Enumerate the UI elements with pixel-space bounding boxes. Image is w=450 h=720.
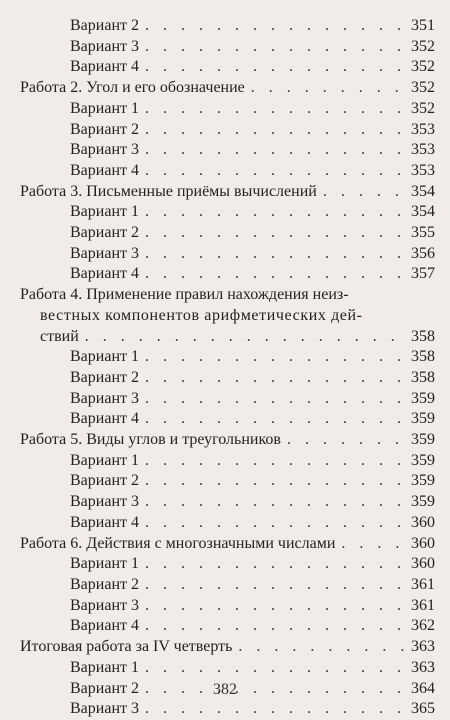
toc-page-number: 359 xyxy=(411,410,435,428)
dot-leader xyxy=(145,161,405,182)
toc-entry-title: Вариант 2 xyxy=(70,17,139,34)
toc-entry-title: Вариант 3 xyxy=(70,389,139,407)
dot-leader xyxy=(145,616,405,637)
toc-entry-variant xyxy=(0,347,450,368)
toc-entry-variant xyxy=(0,161,450,182)
toc-entry-variant xyxy=(0,554,450,575)
toc-entry-title: Вариант 2 xyxy=(70,120,139,138)
toc-entry-title-line: вестных компонентов арифметических дей- xyxy=(40,306,363,324)
toc-page-number: 359 xyxy=(411,451,435,469)
toc-entry-work xyxy=(0,285,450,347)
toc-page-number: 361 xyxy=(411,575,435,593)
toc-page-number: 360 xyxy=(411,555,435,573)
toc-entry-title: Вариант 3 xyxy=(70,37,139,55)
toc-page-number: 351 xyxy=(411,17,435,34)
toc-entry-variant xyxy=(0,264,450,285)
toc-entry-variant xyxy=(0,409,450,430)
dot-leader xyxy=(145,140,405,161)
toc-entry-title: Вариант 2 xyxy=(70,679,139,697)
dot-leader xyxy=(251,78,405,99)
dot-leader xyxy=(145,368,405,389)
toc-entry-variant xyxy=(0,492,450,513)
toc-entry-variant xyxy=(0,389,450,410)
toc-entry-title: Вариант 4 xyxy=(70,617,139,635)
dot-leader xyxy=(145,596,405,617)
dot-leader xyxy=(145,409,405,430)
toc-page-number: 352 xyxy=(411,79,435,97)
toc-entry-variant xyxy=(0,575,450,596)
toc-entry-title: Вариант 2 xyxy=(70,472,139,490)
toc-entry-title: Вариант 4 xyxy=(70,410,139,428)
toc-page-number: 352 xyxy=(411,58,435,76)
toc-page-number: 357 xyxy=(411,265,435,283)
toc-entry-title-line: ствий xyxy=(40,327,79,345)
dot-leader xyxy=(323,182,405,203)
toc-entry-title: Вариант 1 xyxy=(70,451,139,469)
toc-page-number: 354 xyxy=(411,182,435,200)
toc-page-number: 364 xyxy=(411,679,435,697)
toc-entry-title: Вариант 4 xyxy=(70,58,139,76)
toc-page-number: 363 xyxy=(411,638,435,656)
toc-entry-work xyxy=(0,637,450,658)
toc-entry-title: Вариант 2 xyxy=(70,575,139,593)
dot-leader xyxy=(145,120,405,141)
dot-leader xyxy=(145,57,405,78)
toc-entry-title: Итоговая работа за IV четверть xyxy=(20,638,233,656)
toc-entry-variant xyxy=(0,368,450,389)
toc-entry-title: Работа 6. Действия с многозначными числами xyxy=(20,534,336,552)
dot-leader xyxy=(341,534,405,555)
dot-leader xyxy=(145,699,405,720)
dot-leader xyxy=(145,513,405,534)
dot-leader xyxy=(145,389,405,410)
dot-leader xyxy=(145,347,405,368)
toc-entry-work xyxy=(0,78,450,99)
dot-leader xyxy=(85,327,405,348)
toc-entry-title: Вариант 4 xyxy=(70,265,139,283)
dot-leader xyxy=(145,16,405,37)
dot-leader xyxy=(145,575,405,596)
toc-entry-variant xyxy=(0,99,450,120)
toc-entry-work xyxy=(0,534,450,555)
toc-page-number: 352 xyxy=(411,99,435,117)
toc-entry-variant xyxy=(0,120,450,141)
toc-page-number: 359 xyxy=(411,389,435,407)
toc-page-number: 362 xyxy=(411,617,435,635)
toc-entry-variant xyxy=(0,658,450,679)
toc-page-number: 353 xyxy=(411,161,435,179)
toc-entry-title: Вариант 1 xyxy=(70,99,139,117)
dot-leader xyxy=(145,554,405,575)
dot-leader xyxy=(287,430,405,451)
toc-entry-variant xyxy=(0,140,450,161)
table-of-contents xyxy=(0,16,450,720)
toc-entry-title: Вариант 1 xyxy=(70,658,139,676)
toc-page-number: 358 xyxy=(411,327,435,345)
toc-page-number: 355 xyxy=(411,224,435,242)
dot-leader xyxy=(145,99,405,120)
toc-entry-title: Вариант 3 xyxy=(70,493,139,511)
dot-leader xyxy=(145,202,405,223)
toc-page-number: 359 xyxy=(411,431,435,449)
dot-leader xyxy=(238,637,405,658)
toc-entry-title: Вариант 1 xyxy=(70,203,139,221)
toc-entry-title: Вариант 2 xyxy=(70,368,139,386)
toc-page-number: 359 xyxy=(411,472,435,490)
toc-entry-variant xyxy=(0,471,450,492)
toc-page-number: 360 xyxy=(411,534,435,552)
toc-page-number: 353 xyxy=(411,120,435,138)
toc-entry-variant xyxy=(0,513,450,534)
dot-leader xyxy=(145,471,405,492)
dot-leader xyxy=(145,451,405,472)
toc-entry-title: Работа 3. Письменные приёмы вычислений xyxy=(20,182,317,200)
toc-entry-variant xyxy=(0,57,450,78)
toc-entry-work xyxy=(0,430,450,451)
toc-page-number: 360 xyxy=(411,513,435,531)
toc-entry-variant xyxy=(0,616,450,637)
toc-entry-title: Вариант 3 xyxy=(70,141,139,159)
toc-entry-title: Вариант 1 xyxy=(70,555,139,573)
toc-page-number: 359 xyxy=(411,493,435,511)
toc-entry-variant xyxy=(0,244,450,265)
toc-page-number: 365 xyxy=(411,700,435,718)
toc-entry-title: Вариант 2 xyxy=(70,224,139,242)
toc-page-number: 358 xyxy=(411,368,435,386)
toc-entry-title: Вариант 3 xyxy=(70,700,139,718)
dot-leader xyxy=(145,492,405,513)
dot-leader xyxy=(145,658,405,679)
toc-page-number: 352 xyxy=(411,37,435,55)
toc-page-number: 353 xyxy=(411,141,435,159)
dot-leader xyxy=(145,223,405,244)
page-number-footer: 382 xyxy=(213,681,237,698)
toc-entry-work xyxy=(0,182,450,203)
toc-entry-title: Вариант 4 xyxy=(70,513,139,531)
toc-entry-variant xyxy=(0,37,450,58)
toc-page-number: 358 xyxy=(411,348,435,366)
toc-page-number: 363 xyxy=(411,658,435,676)
dot-leader xyxy=(145,244,405,265)
toc-entry-variant xyxy=(0,451,450,472)
toc-entry-variant xyxy=(0,699,450,720)
toc-page-number: 361 xyxy=(411,596,435,614)
dot-leader xyxy=(145,264,405,285)
toc-entry-title: Работа 5. Виды углов и треугольников xyxy=(20,431,281,449)
toc-entry-variant xyxy=(0,223,450,244)
toc-entry-variant xyxy=(0,202,450,223)
toc-entry-title: Вариант 4 xyxy=(70,161,139,179)
toc-entry-title: Работа 2. Угол и его обозначение xyxy=(20,79,245,97)
toc-entry-variant xyxy=(0,16,450,37)
toc-entry-title: Вариант 3 xyxy=(70,596,139,614)
toc-page-number: 356 xyxy=(411,244,435,262)
toc-entry-title: Вариант 3 xyxy=(70,244,139,262)
toc-entry-variant xyxy=(0,596,450,617)
toc-page-number: 354 xyxy=(411,203,435,221)
toc-entry-title: Вариант 1 xyxy=(70,348,139,366)
toc-entry-title-line: Работа 4. Применение правил нахождения неиз- xyxy=(20,286,349,304)
dot-leader xyxy=(145,37,405,58)
